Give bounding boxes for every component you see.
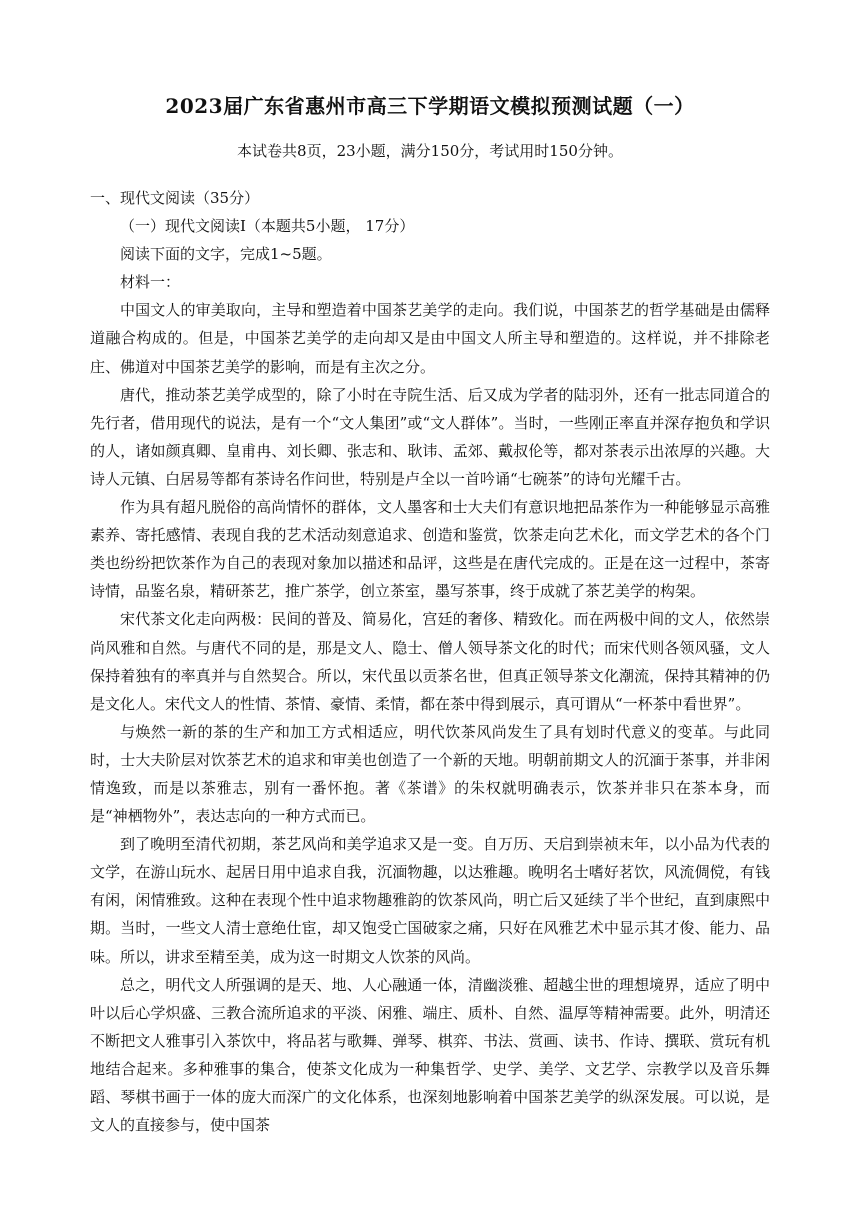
paragraph: 中国文人的审美取向，主导和塑造着中国茶艺美学的走向。我们说，中国茶艺的哲学基础是由儒释道融合构成的。但是，中国茶艺美学的走向却又是由中国文人所主导和塑造的。这样说，并不排除老庄、佛道对中国茶艺美学的影响，而是有主次之分。 — [90, 301, 770, 376]
paragraph: 到了晚明至清代初期，茶艺风尚和美学追求又是一变。自万历、天启到崇祯末年，以小品为代表的文学，在游山玩水、起居日用中追求自我，沉湎物趣，以达雅趣。晚明名士嗜好茗饮，风流倜傥，有钱有闲，闲情雅致。这种在表现个性中追求物趣雅韵的饮茶风尚，明亡后又延续了半个世纪，直到康熙中期。当时，一些文人清士意绝仕宦，却又饱受亡国破家之痛，只好在风雅艺术中显示其才俊、能力、品味。所以，讲求至精至美，成为这一时期文人饮茶的风尚。 — [90, 835, 770, 966]
reading-section — [90, 184, 770, 1139]
paragraph: 宋代茶文化走向两极：民间的普及、简易化，宫廷的奢侈、精致化。而在两极中间的文人，依然崇尚风雅和自然。与唐代不同的是，那是文人、隐士、僧人领导茶文化的时代；而宋代则各领风骚，文人保持着独有的率真并与自然契合。所以，宋代虽以贡茶名世，但真正领导茶文化潮流，保持其精神的仍是文化人。宋代文人的性情、茶情、豪情、柔情，都在茶中得到展示，真可谓从“一杯茶中看世界”。 — [90, 610, 770, 713]
subsection-heading: （一）现代文阅读Ⅰ（本题共5小题， 17分） — [120, 217, 415, 236]
page-title: 2023届广东省惠州市高三下学期语文模拟预测试题（一） — [165, 94, 695, 118]
instruction-text: 阅读下面的文字，完成1~5题。 — [120, 245, 332, 264]
paragraph: 总之，明代文人所强调的是天、地、人心融通一体，清幽淡雅、超越尘世的理想境界，适应了明中叶以后心学炽盛、三教合流所追求的平淡、闲雅、端庄、质朴、自然、温厚等精神需要。此外，明清还不断把文人雅事引入茶饮中，将品茗与歌舞、弹琴、棋弈、书法、赏画、读书、作诗、撰联、赏玩有机地结合起来。多种雅事的集合，使茶文化成为一种集哲学、史学、美学、文艺学、宗教学以及音乐舞蹈、琴棋书画于一体的庞大而深广的文化体系，也深刻地影响着中国茶艺美学的纵深发展。可以说，是文人的直接参与，使中国茶 — [90, 975, 770, 1135]
exam-info: 本试卷共8页，23小题，满分150分，考试用时150分钟。 — [237, 142, 623, 160]
section-heading: 一、现代文阅读（35分） — [90, 189, 260, 207]
paragraph: 作为具有超凡脱俗的高尚情怀的群体，文人墨客和士大夫们有意识地把品茶作为一种能够显示高雅素养、寄托感情、表现自我的艺术活动刻意追求、创造和鉴赏，饮茶走向艺术化，而文学艺术的各个门类也纷纷把饮茶作为自己的表现对象加以描述和品评，这些是在唐代完成的。正是在这一过程中，茶寄诗情，品鉴名泉，精研茶艺，推广茶学，创立茶室，墨写茶事，终于成就了茶艺美学的构架。 — [90, 498, 770, 601]
material-label: 材料一： — [120, 273, 181, 292]
paragraph: 唐代，推动茶艺美学成型的，除了小时在寺院生活、后又成为学者的陆羽外，还有一批志同道合的先行者，借用现代的说法，是有一个“文人集团”或“文人群体”。当时，一些刚正率直并深存抱负和学识的人，诸如颜真卿、皇甫冉、刘长卿、张志和、耿讳、孟郊、戴叔伦等，都对茶表示出浓厚的兴趣。大诗人元镇、白居易等都有茶诗名作问世，特别是卢全以一首吟诵“七碗茶”的诗句光耀千古。 — [90, 385, 770, 488]
paragraph: 与焕然一新的茶的生产和加工方式相适应，明代饮茶风尚发生了具有划时代意义的变革。与此同时，士大夫阶层对饮茶艺术的追求和审美也创造了一个新的天地。明朝前期文人的沉湎于茶事，并非闲情逸致，而是以茶雅志，别有一番怀抱。著《茶谱》的朱权就明确表示，饮茶并非只在茶本身，而是“神栖物外”，表达志向的一种方式而已。 — [90, 722, 770, 826]
